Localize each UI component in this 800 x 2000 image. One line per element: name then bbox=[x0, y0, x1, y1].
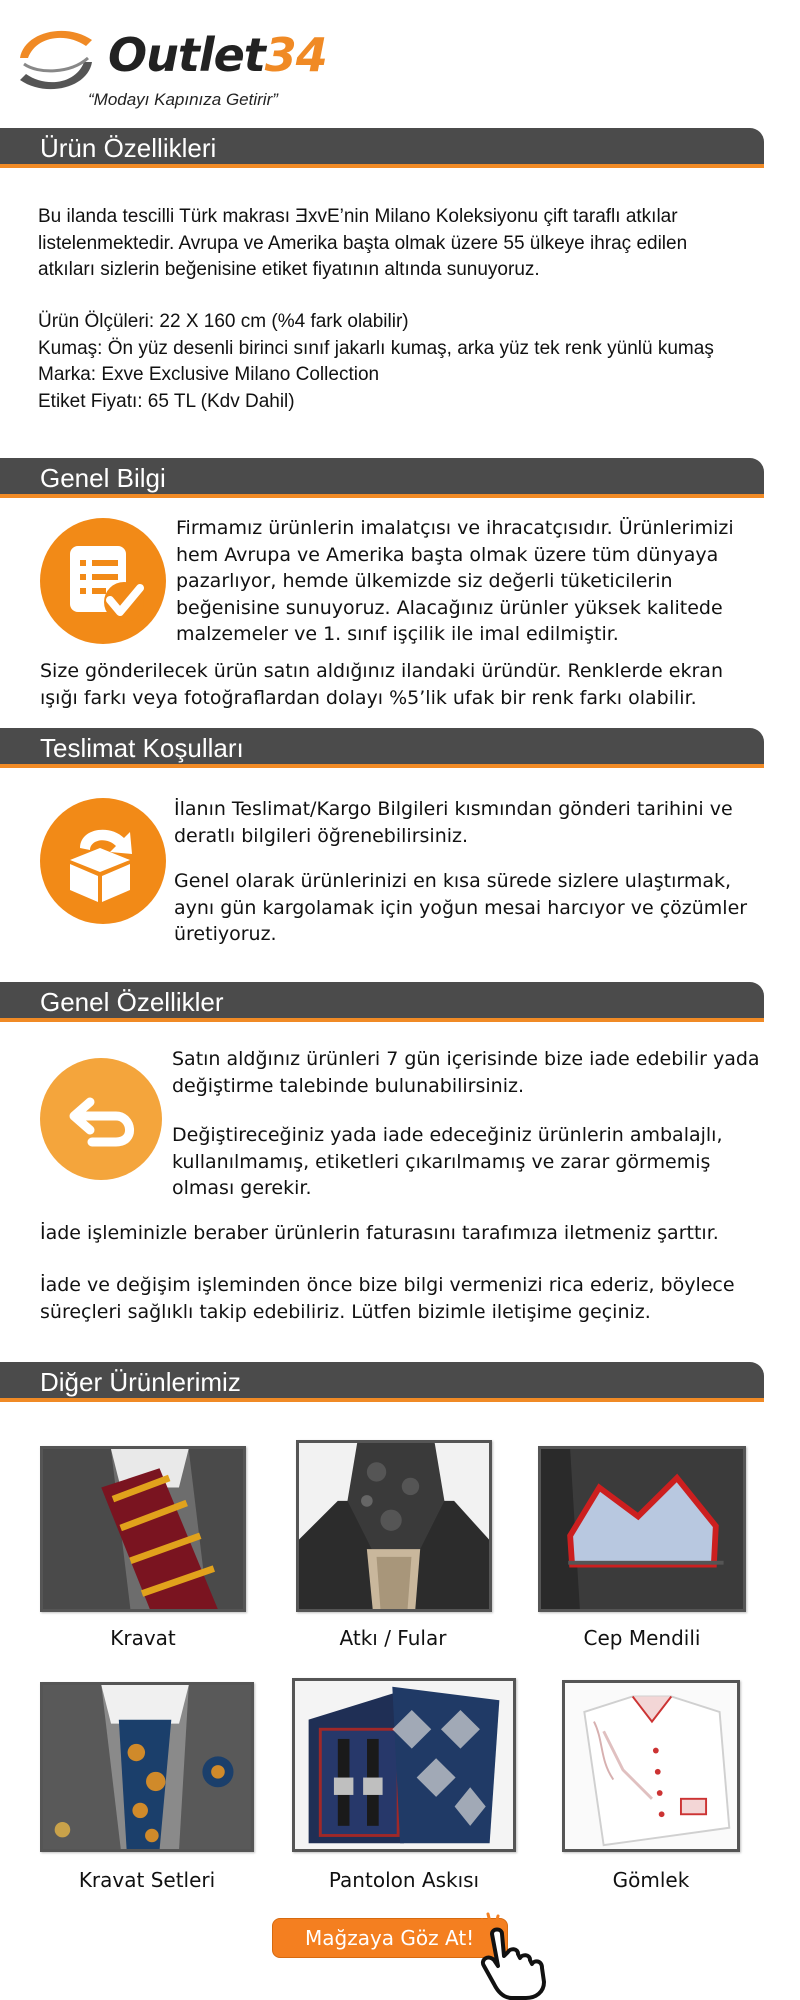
body-line: beğenisine sunuyoruz. Alacağınız ürünler yüksek kalitede bbox=[176, 596, 723, 619]
product-label-tie-set[interactable]: Kravat Setleri bbox=[78, 1868, 216, 1892]
section-header-other-products bbox=[0, 1362, 764, 1402]
product-label-pocket-square[interactable]: Cep Mendili bbox=[583, 1626, 701, 1650]
delivery-para2 bbox=[174, 868, 784, 948]
product-image-scarf[interactable] bbox=[296, 1440, 492, 1612]
body-line: pazarlıyor, hemde ülkemizde siz değerli tüketicilerin bbox=[176, 570, 673, 592]
product-label-suspenders[interactable]: Pantolon Askısı bbox=[328, 1868, 480, 1892]
note-line: Size gönderilecek ürün satın aldığınız ilandaki üründür. Renklerde ekran bbox=[40, 660, 723, 682]
product-label-shirt[interactable]: Gömlek bbox=[612, 1868, 690, 1892]
product-image-suspenders[interactable] bbox=[292, 1678, 516, 1852]
body-line: Firmamız ürünlerin imalatçısı ve ihracatçısıdır. Ürünlerimizi bbox=[176, 517, 734, 539]
section-title: Genel Bilgi bbox=[40, 463, 166, 493]
product-image-tie[interactable] bbox=[40, 1446, 246, 1612]
section-title: Ürün Özellikleri bbox=[40, 133, 217, 163]
brand-slogan: “Modayı Kapınıza Getirir” bbox=[88, 90, 278, 109]
feature-line: Değiştireceğiniz yada iade edeceğiniz ürünlerin ambalajlı, bbox=[172, 1124, 723, 1146]
feature-line: kullanılmamış, etiketleri çıkarılmamış ve zarar görmemiş bbox=[172, 1150, 711, 1173]
body-line: hem Avrupa ve Amerika başta olmak üzere tüm dünyaya bbox=[176, 543, 719, 566]
general-info-note bbox=[40, 658, 780, 711]
feature-line: olması gerekir. bbox=[172, 1177, 312, 1199]
delivery-line: deratlı bilgileri öğrenebilirsiniz. bbox=[174, 824, 469, 847]
section-title: Diğer Ürünlerimiz bbox=[40, 1367, 241, 1397]
product-image-tie-set[interactable] bbox=[40, 1682, 254, 1852]
package-return-icon bbox=[40, 798, 166, 924]
section-title: Teslimat Koşulları bbox=[40, 733, 244, 763]
product-label-tie[interactable]: Kravat bbox=[110, 1626, 176, 1650]
product-image-shirt[interactable] bbox=[562, 1680, 740, 1852]
section-header-general-features bbox=[0, 982, 764, 1022]
spec-size: Ürün Ölçüleri: 22 X 160 cm (%4 fark olabilir) bbox=[38, 311, 409, 332]
product-specs bbox=[38, 309, 778, 415]
document-check-icon bbox=[40, 518, 166, 644]
spec-fabric: Kumaş: Ön yüz desenli birinci sınıf jakarlı kumaş, arka yüz tek renk yünlü kumaş bbox=[38, 337, 714, 359]
delivery-line: aynı gün kargolamak için yoğun mesai harcıyor ve çözümler bbox=[174, 896, 748, 919]
section-title: Genel Özellikler bbox=[40, 987, 224, 1017]
feature-line: değiştirme talebinde bulunabilirsiniz. bbox=[172, 1074, 524, 1097]
product-image-pocket-square[interactable] bbox=[538, 1446, 746, 1612]
general-features-para1 bbox=[172, 1046, 792, 1099]
delivery-line: üretiyoruz. bbox=[174, 923, 277, 945]
feature-line: Satın aldğınız ürünleri 7 gün içerisinde bize iade edebilir yada bbox=[172, 1048, 760, 1070]
section-header-general-info bbox=[0, 458, 764, 498]
logo-swirl-icon bbox=[14, 18, 98, 102]
section-header-delivery bbox=[0, 728, 764, 768]
general-features-para4 bbox=[40, 1272, 790, 1325]
general-features-para3: İade işleminizle beraber ürünlerin faturasını tarafımıza iletmeniz şarttır. bbox=[40, 1222, 719, 1244]
visit-store-button[interactable]: Mağzaya Göz At! bbox=[272, 1918, 508, 1958]
section-header-product-features bbox=[0, 128, 764, 168]
delivery-para1 bbox=[174, 796, 784, 849]
brand-name: Outlet34 bbox=[108, 28, 327, 82]
general-features-para2 bbox=[172, 1122, 792, 1202]
spec-brand: Marka: Exve Exclusive Milano Collection bbox=[38, 364, 380, 385]
return-arrow-icon bbox=[40, 1058, 162, 1180]
feature-line: süreçleri sağlıklı takip edebiliriz. Lütfen bizimle iletişime geçiniz. bbox=[40, 1300, 651, 1323]
intro-line: atkıları sizlerin beğenisine etiket fiyatının altında sunuyoruz. bbox=[38, 259, 540, 280]
product-label-scarf[interactable]: Atkı / Fular bbox=[339, 1626, 447, 1650]
delivery-line: İlanın Teslimat/Kargo Bilgileri kısmından gönderi tarihini ve bbox=[174, 798, 733, 820]
brand-logo[interactable] bbox=[14, 14, 327, 114]
product-intro bbox=[38, 204, 778, 284]
intro-line: Bu ilanda tescilli Türk makrası ƎxvE’nin Milano Koleksiyonu çift taraflı atkılar bbox=[38, 206, 678, 227]
general-info-body bbox=[176, 515, 776, 648]
delivery-line: Genel olarak ürünlerinizi en kısa sürede sizlere ulaştırmak, bbox=[174, 870, 732, 892]
note-line: ışığı farkı veya fotoğraflardan dolayı %5’lik ufak bir renk farkı olabilir. bbox=[40, 686, 697, 709]
pointing-hand-icon[interactable] bbox=[470, 1912, 560, 2000]
intro-line: listelenmektedir. Avrupa ve Amerika başta olmak üzere 55 ülkeye ihraç edilen bbox=[38, 232, 688, 254]
spec-price: Etiket Fiyatı: 65 TL (Kdv Dahil) bbox=[38, 390, 295, 412]
body-line: malzemeler ve 1. sınıf işçilik ile imal edilmiştir. bbox=[176, 623, 619, 645]
feature-line: İade ve değişim işleminden önce bize bilgi vermenizi rica ederiz, böylece bbox=[40, 1274, 735, 1296]
